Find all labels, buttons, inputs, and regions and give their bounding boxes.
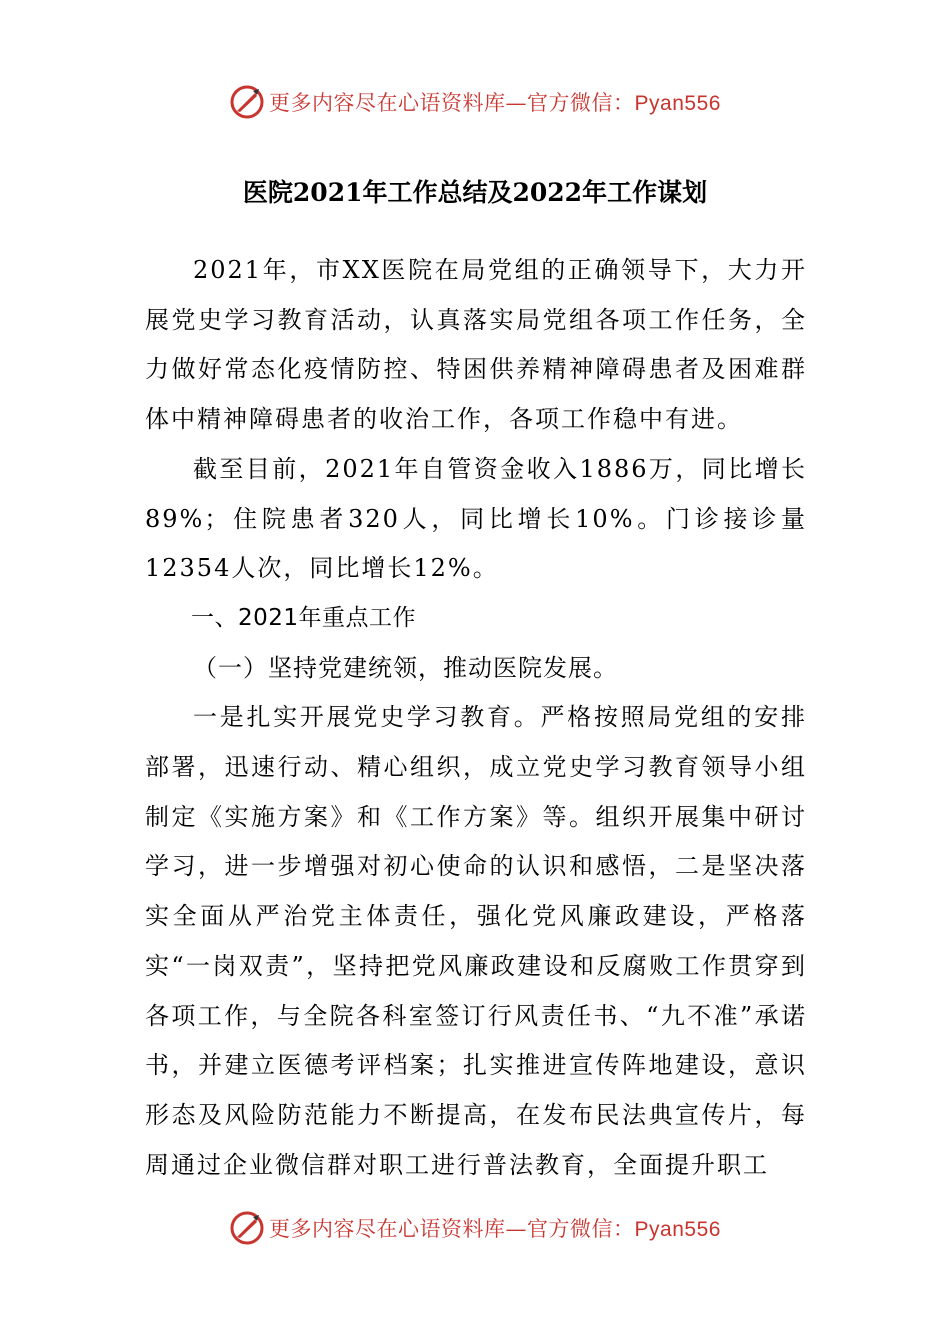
document-body [145,246,807,1190]
watermark-banner-top [0,82,950,122]
subsection-heading: （一）坚持党建统领，推动医院发展。 [193,653,618,682]
watermark-banner-bottom [0,1208,950,1248]
section-heading: 一、2021年重点工作 [191,604,417,631]
quill-logo-icon [229,1210,265,1246]
wechat-id: Pyan556 [634,1218,721,1241]
document-title: 医院2021年工作总结及2022年工作谋划 [242,178,708,207]
quill-logo-icon [229,84,265,120]
banner-text: 更多内容尽在心语资料库—官方微信：Pyan556 [269,91,721,115]
paragraph-party-building: 一是扎实开展党史学习教育。严格按照局党组的安排部署，迅速行动、精心组织，成立党史学习教育领导小组制定《实施方案》和《工作方案》等。组织开展集中研讨学习，进一步增强对初心使命的认识和感悟，二是坚决落实全面从严治党主体责任，强化党风廉政建设，严格落实“一岗双责”，坚持把党风廉政建设和反腐败工作贯穿到各项工作，与全院各科室签订行风责任书、“九不准”承诺书，并建立医德考评档案；扎实推进宣传阵地建设，意识形态及风险防范能力不断提高，在发布民法典宣传片，每周通过企业微信群对职工进行普法教育，全面提升职工 [145,703,807,1179]
paragraph-stats: 截至目前，2021年自管资金收入1886万，同比增长89%；住院患者320人，同比增长10%。门诊接诊量12354人次，同比增长12%。 [145,454,807,583]
banner-text: 更多内容尽在心语资料库—官方微信：Pyan556 [269,1217,721,1241]
wechat-id: Pyan556 [634,92,721,115]
paragraph-intro: 2021年，市XX医院在局党组的正确领导下，大力开展党史学习教育活动，认真落实局党组各项工作任务，全力做好常态化疫情防控、特困供养精神障碍患者及困难群体中精神障碍患者的收治工作，各项工作稳中有进。 [145,256,807,434]
